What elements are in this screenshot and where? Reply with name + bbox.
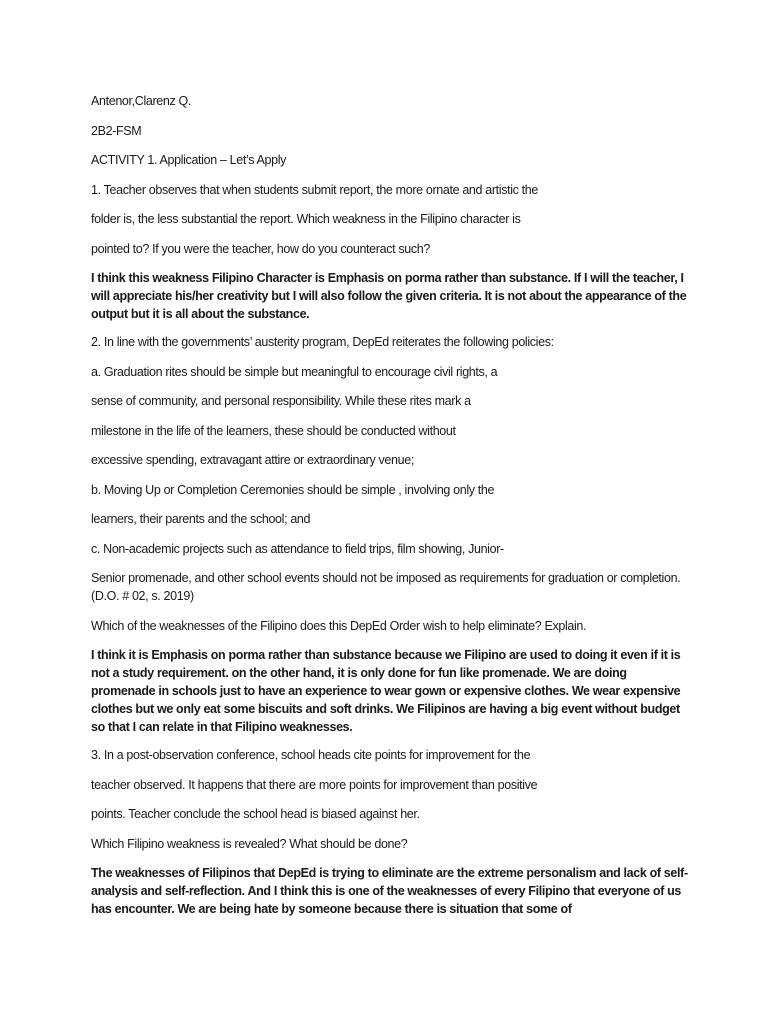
q3-line-2: teacher observed. It happens that there are more points for improvement than positive <box>91 777 538 792</box>
q1-line-1: 1. Teacher observes that when students submit report, the more ornate and artistic the <box>91 182 539 197</box>
student-name: Antenor,Clarenz Q. <box>91 94 192 108</box>
q2-c-line-1: c. Non-academic projects such as attendance to field trips, film showing, Junior- <box>91 541 504 556</box>
q2-b-line-2: learners, their parents and the school; and <box>91 512 311 526</box>
q2-b-line-1: b. Moving Up or Completion Ceremonies should be simple , involving only the <box>91 482 495 497</box>
activity-title: ACTIVITY 1. Application – Let’s Apply <box>91 153 287 167</box>
q2-answer: I think it is Emphasis on porma rather than substance because we Filipino are used to doing it even if it is not a study requirement. on the other hand, it is only done for fun like promenade. We are doing promenade in schools just to have an experience to wear gown or expensive clothes. We wear expensive clothes but we only eat some biscuits and soft drinks. We Filipinos are having a big event without budget so that I can relate in that Filipino weaknesses. <box>91 648 681 734</box>
q2-a-line-1: a. Graduation rites should be simple but meaningful to encourage civil rights, a <box>91 364 498 379</box>
q2-intro: 2. In line with the governments’ austerity program, DepEd reiterates the following policies: <box>91 335 554 349</box>
document-body <box>91 92 691 928</box>
q1-answer: I think this weakness Filipino Character is Emphasis on porma rather than substance. If I will the teacher, I will appreciate his/her creativity but I will also follow the given criteria. It is not about the appearance of the output but it is all about the substance. <box>91 271 687 321</box>
q3-line-3: points. Teacher conclude the school head is biased against her. <box>91 807 420 821</box>
q2-a-line-3: milestone in the life of the learners, these should be conducted without <box>91 423 456 438</box>
q3-line-1: 3. In a post-observation conference, school heads cite points for improvement for the <box>91 748 531 762</box>
q1-line-3: pointed to? If you were the teacher, how do you counteract such? <box>91 241 430 256</box>
q2-a-line-2: sense of community, and personal responsibility. While these rites mark a <box>91 394 471 408</box>
q1-line-2: folder is, the less substantial the report. Which weakness in the Filipino character is <box>91 212 521 226</box>
q2-question: Which of the weaknesses of the Filipino does this DepEd Order wish to help eliminate? Explain. <box>91 618 587 633</box>
q2-c-rest: Senior promenade, and other school events should not be imposed as requirements for graduation or completion. (D.O. # 02, s. 2019) <box>91 571 681 603</box>
q3-answer: The weaknesses of Filipinos that DepEd is trying to eliminate are the extreme personalism and lack of self-analysis and self-reflection. And I think this is one of the weaknesses of every Filipino that everyone of us has encounter. We are being hate by someone because there is situation that some of <box>91 866 688 916</box>
q3-question: Which Filipino weakness is revealed? What should be done? <box>91 836 408 851</box>
q2-a-line-4: excessive spending, extravagant attire or extraordinary venue; <box>91 453 414 467</box>
student-section: 2B2-FSM <box>91 123 142 138</box>
